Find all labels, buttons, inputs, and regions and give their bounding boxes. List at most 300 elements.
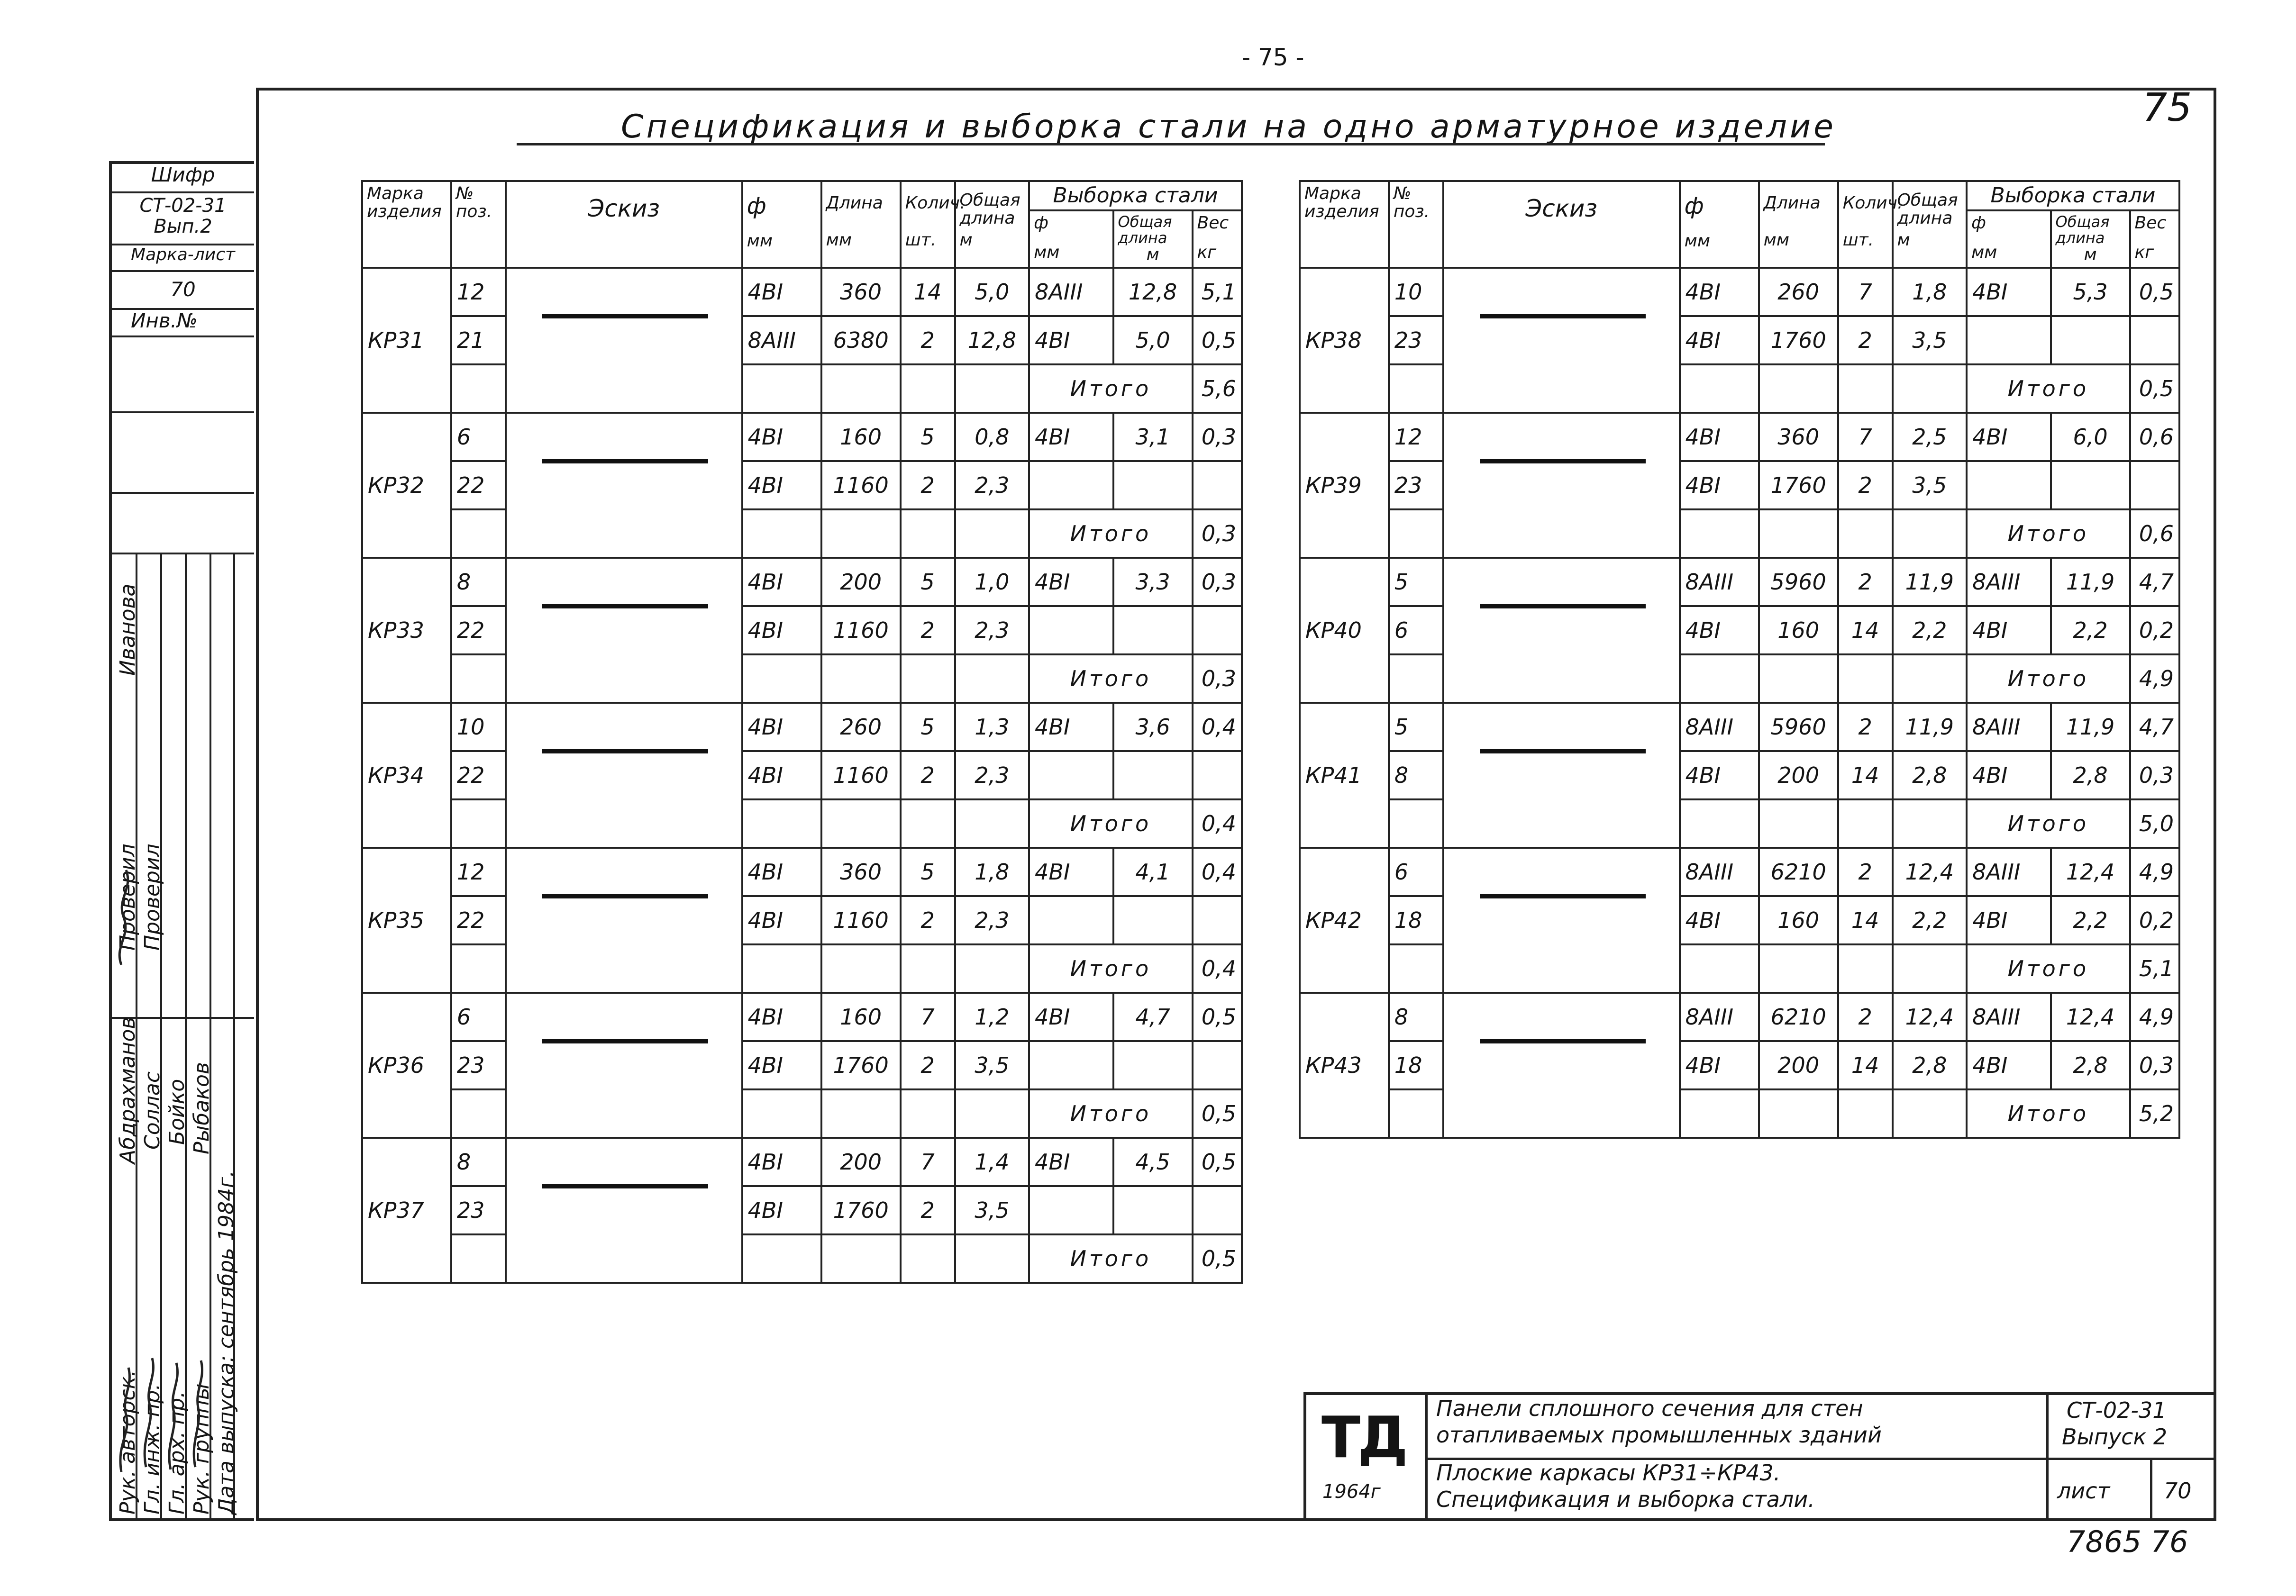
hdr-sel-diam-text: ф: [1034, 213, 1048, 233]
diam-cell: 4ВI: [742, 413, 821, 461]
qty-cell: 7: [1838, 413, 1893, 461]
date-line: Дата выпуска: сентябрь 1984г.: [214, 1170, 238, 1514]
qty-cell: 5: [901, 848, 955, 896]
hdr-pos: № поз.: [1389, 181, 1443, 268]
hdr-sketch: Эскиз: [506, 181, 742, 268]
hdr-length-text: Длина: [826, 193, 883, 213]
diam-cell: 4ВI: [742, 848, 821, 896]
itogo-value: 0,3: [1193, 654, 1242, 703]
total-len-cell: [955, 509, 1030, 558]
length-cell: [821, 944, 901, 993]
length-cell: 1160: [821, 896, 901, 944]
spec-table-left: [361, 180, 1243, 1284]
stamp-line-2: отапливаемых промышленных зданий: [1436, 1422, 1882, 1448]
qty-cell: 2: [901, 1041, 955, 1089]
sel-weight-cell: 4,9: [2130, 848, 2179, 896]
mark-cell: КР43: [1300, 993, 1389, 1138]
total-len-cell: [1893, 509, 1967, 558]
diam-cell: 8AIII: [1680, 848, 1759, 896]
total-len-cell: 1,8: [1893, 268, 1967, 316]
table-row: [362, 1138, 1242, 1186]
sel-len-cell: 2,8: [2051, 751, 2130, 799]
length-cell: 360: [821, 848, 901, 896]
qty-cell: 14: [1838, 896, 1893, 944]
length-cell: [1759, 944, 1838, 993]
pos-cell: 8: [1389, 751, 1443, 799]
length-cell: [1759, 509, 1838, 558]
table-row: [1300, 268, 2179, 316]
itogo-label: Итого: [1967, 799, 2130, 848]
total-len-cell: 2,8: [1893, 751, 1967, 799]
length-cell: 200: [1759, 751, 1838, 799]
sel-weight-cell: [1193, 606, 1242, 654]
table-row: [362, 751, 1242, 799]
length-cell: 6210: [1759, 848, 1838, 896]
total-len-cell: [955, 364, 1030, 413]
sel-len-cell: 2,2: [2051, 606, 2130, 654]
pos-cell: 21: [451, 316, 506, 364]
hdr-sel-len-unit: м: [1146, 245, 1159, 265]
sig-role-4: Рук. группы: [190, 1383, 214, 1514]
total-len-cell: 1,2: [955, 993, 1030, 1041]
hdr-selection: Выборка стали: [1029, 181, 1242, 210]
pos-cell: [451, 1089, 506, 1138]
sel-weight-cell: [1193, 751, 1242, 799]
hdr-qty-text: Колич.: [905, 193, 966, 213]
table-row: [1300, 413, 2179, 461]
total-row: [1300, 654, 2179, 703]
total-len-cell: [955, 1234, 1030, 1283]
length-cell: [821, 1089, 901, 1138]
length-cell: 1160: [821, 606, 901, 654]
diam-cell: [742, 1089, 821, 1138]
itogo-label: Итого: [1967, 1089, 2130, 1138]
hdr-sel-weight: [2130, 210, 2179, 268]
length-cell: 160: [1759, 896, 1838, 944]
table-row: [1300, 606, 2179, 654]
sel-len-cell: 6,0: [2051, 413, 2130, 461]
qty-cell: [1838, 509, 1893, 558]
corner-sheet-number: 75: [2142, 85, 2192, 130]
mark-cell: КР32: [362, 413, 451, 558]
total-len-cell: [1893, 799, 1967, 848]
itogo-label: Итого: [1029, 944, 1192, 993]
hdr-mark: Марка изделия: [362, 181, 451, 268]
hdr-diam-unit: мм: [747, 231, 773, 251]
pos-cell: 22: [451, 896, 506, 944]
mark-cell: КР39: [1300, 413, 1389, 558]
qty-cell: 2: [901, 896, 955, 944]
blank-cell: [112, 413, 254, 494]
sel-weight-cell: [2130, 461, 2179, 509]
total-len-cell: 0,8: [955, 413, 1030, 461]
pos-cell: 8: [451, 558, 506, 606]
sketch-cell: [1443, 558, 1680, 703]
inv-label: Инв.№: [112, 310, 254, 337]
pos-cell: [1389, 364, 1443, 413]
qty-cell: 2: [1838, 848, 1893, 896]
table-row: [362, 896, 1242, 944]
rebar-sketch-icon: [1480, 459, 1646, 463]
sel-weight-cell: 0,2: [2130, 896, 2179, 944]
sel-weight-cell: 4,7: [2130, 558, 2179, 606]
rebar-sketch-icon: [542, 459, 708, 463]
hdr-sel-len-unit: м: [2084, 245, 2097, 265]
pos-cell: 23: [1389, 316, 1443, 364]
length-cell: 1160: [821, 461, 901, 509]
length-cell: 1760: [1759, 461, 1838, 509]
sel-weight-cell: 0,5: [2130, 268, 2179, 316]
diam-cell: 4ВI: [1680, 606, 1759, 654]
qty-cell: [1838, 944, 1893, 993]
sel-diam-cell: [1029, 751, 1113, 799]
hdr-qty-text: Колич.: [1842, 193, 1903, 213]
sel-len-cell: 12,4: [2051, 993, 2130, 1041]
qty-cell: [901, 944, 955, 993]
shifr-label: Шифр: [112, 164, 254, 193]
sel-weight-cell: 0,6: [2130, 413, 2179, 461]
rebar-sketch-icon: [542, 604, 708, 608]
sig-role-3: Гл. арх. пр.: [165, 1391, 189, 1514]
sketch-cell: [506, 413, 742, 558]
qty-cell: 2: [1838, 703, 1893, 751]
qty-cell: 14: [1838, 606, 1893, 654]
sketch-cell: [1443, 268, 1680, 413]
hdr-diam: [1680, 181, 1759, 268]
sel-len-cell: 3,3: [1113, 558, 1193, 606]
mark-cell: КР36: [362, 993, 451, 1138]
length-cell: 160: [821, 993, 901, 1041]
hdr-qty: [1838, 181, 1903, 268]
diam-cell: [742, 654, 821, 703]
mark-cell: КР37: [362, 1138, 451, 1283]
hdr-sel-diam-text: ф: [1971, 213, 1986, 233]
qty-cell: 2: [1838, 558, 1893, 606]
stamp-sheet-label: лист: [2057, 1478, 2110, 1504]
total-len-cell: [1893, 1089, 1967, 1138]
sel-weight-cell: [1193, 1186, 1242, 1234]
pos-cell: 22: [451, 461, 506, 509]
diam-cell: 4ВI: [742, 993, 821, 1041]
total-row: [362, 509, 1242, 558]
sel-diam-cell: 4ВI: [1029, 1138, 1113, 1186]
mark-cell: КР38: [1300, 268, 1389, 413]
sel-diam-cell: 4ВI: [1029, 993, 1113, 1041]
sketch-cell: [506, 558, 742, 703]
table-row: [1300, 993, 2179, 1041]
qty-cell: 2: [901, 606, 955, 654]
sel-weight-cell: 4,9: [2130, 993, 2179, 1041]
sketch-cell: [1443, 993, 1680, 1138]
total-len-cell: [1893, 364, 1967, 413]
hdr-sel-weight-unit: кг: [1197, 242, 1217, 262]
hdr-length: [1759, 181, 1838, 268]
itogo-label: Итого: [1967, 364, 2130, 413]
pos-cell: 18: [1389, 1041, 1443, 1089]
itogo-value: 5,2: [2130, 1089, 2179, 1138]
hdr-sel-diam-unit: мм: [1034, 242, 1060, 262]
sel-len-cell: 4,7: [1113, 993, 1193, 1041]
hdr-sel-len: [1113, 210, 1193, 268]
sig-name-1: Абдрахманов: [116, 1016, 140, 1164]
qty-cell: 5: [901, 413, 955, 461]
table-row: [1300, 848, 2179, 896]
hdr-sel-len-text: Общая длина: [1118, 213, 1172, 247]
sel-len-cell: [1113, 896, 1193, 944]
diam-cell: 4ВI: [742, 751, 821, 799]
sel-len-cell: [1113, 461, 1193, 509]
table-row: [362, 993, 1242, 1041]
stamp-line-1: Панели сплошного сечения для стен: [1436, 1396, 1863, 1421]
sel-len-cell: [2051, 461, 2130, 509]
qty-cell: [1838, 654, 1893, 703]
table-row: [1300, 558, 2179, 606]
page-number: - 75 -: [1242, 44, 1304, 71]
mark-cell: КР40: [1300, 558, 1389, 703]
sel-len-cell: 2,8: [2051, 1041, 2130, 1089]
left-title-strip: [109, 161, 254, 1521]
qty-cell: 2: [901, 316, 955, 364]
stamp-issue: Выпуск 2: [2062, 1424, 2168, 1450]
hdr-total-len: [1893, 181, 1967, 268]
total-row: [362, 944, 1242, 993]
diam-cell: [742, 944, 821, 993]
total-len-cell: [955, 799, 1030, 848]
sel-len-cell: [1113, 606, 1193, 654]
pos-cell: 12: [451, 848, 506, 896]
table-row: [362, 1041, 1242, 1089]
pos-cell: 18: [1389, 896, 1443, 944]
pos-cell: [451, 654, 506, 703]
itogo-value: 5,1: [2130, 944, 2179, 993]
itogo-value: 5,0: [2130, 799, 2179, 848]
sel-weight-cell: 5,1: [1193, 268, 1242, 316]
sel-diam-cell: 8AIII: [1967, 848, 2050, 896]
pos-cell: 10: [1389, 268, 1443, 316]
qty-cell: 14: [1838, 1041, 1893, 1089]
qty-cell: [1838, 799, 1893, 848]
length-cell: [1759, 799, 1838, 848]
hdr-total-len-unit: м: [959, 230, 973, 250]
diam-cell: 8AIII: [1680, 558, 1759, 606]
length-cell: 360: [1759, 413, 1838, 461]
qty-cell: 2: [901, 751, 955, 799]
itogo-label: Итого: [1967, 654, 2130, 703]
sel-len-cell: [1113, 1186, 1193, 1234]
rebar-sketch-icon: [542, 894, 708, 898]
hdr-mark: Марка изделия: [1300, 181, 1389, 268]
marka-list-value: 70: [112, 272, 254, 310]
sel-diam-cell: [1029, 1186, 1113, 1234]
itogo-value: 0,5: [1193, 1234, 1242, 1283]
total-len-cell: 2,5: [1893, 413, 1967, 461]
sketch-cell: [506, 848, 742, 993]
checked-1: Проверил: [116, 843, 140, 951]
length-cell: [821, 654, 901, 703]
qty-cell: 2: [901, 1186, 955, 1234]
sel-diam-cell: 4ВI: [1967, 751, 2050, 799]
diam-cell: 4ВI: [742, 896, 821, 944]
rebar-sketch-icon: [1480, 1039, 1646, 1043]
length-cell: [821, 799, 901, 848]
hdr-length-unit: мм: [1763, 230, 1789, 250]
table-row: [362, 461, 1242, 509]
rebar-sketch-icon: [542, 1039, 708, 1043]
rebar-sketch-icon: [1480, 604, 1646, 608]
sig-role-1: Рук. авторск.: [116, 1369, 140, 1514]
diam-cell: [742, 364, 821, 413]
sel-len-cell: 12,4: [2051, 848, 2130, 896]
checked-2: Проверил: [140, 843, 164, 951]
diam-cell: [742, 509, 821, 558]
sel-weight-cell: 0,5: [1193, 316, 1242, 364]
hdr-qty-unit: шт.: [1842, 230, 1874, 250]
hdr-diam: [742, 181, 821, 268]
mark-cell: КР41: [1300, 703, 1389, 848]
diam-cell: 4ВI: [1680, 751, 1759, 799]
hdr-length-unit: мм: [826, 230, 852, 250]
total-row: [362, 654, 1242, 703]
length-cell: 5960: [1759, 558, 1838, 606]
table-row: [1300, 1041, 2179, 1089]
hdr-sketch: Эскиз: [1443, 181, 1680, 268]
sketch-cell: [506, 268, 742, 413]
length-cell: [1759, 1089, 1838, 1138]
table-row: [362, 606, 1242, 654]
diam-cell: 4ВI: [1680, 268, 1759, 316]
diam-cell: [1680, 799, 1759, 848]
sel-diam-cell: 4ВI: [1967, 268, 2050, 316]
rebar-sketch-icon: [1480, 749, 1646, 753]
total-len-cell: 1,8: [955, 848, 1030, 896]
diam-cell: [1680, 944, 1759, 993]
pos-cell: 22: [451, 606, 506, 654]
length-cell: 6380: [821, 316, 901, 364]
table-row: [1300, 703, 2179, 751]
sel-diam-cell: [1967, 461, 2050, 509]
itogo-label: Итого: [1029, 799, 1192, 848]
table-row: [362, 268, 1242, 316]
handwritten-signature-icon: [112, 865, 140, 970]
hdr-qty: [901, 181, 966, 268]
pos-cell: [451, 509, 506, 558]
pos-cell: [1389, 1089, 1443, 1138]
sel-diam-cell: 4ВI: [1967, 606, 2050, 654]
sel-weight-cell: 0,3: [1193, 558, 1242, 606]
diam-cell: [1680, 364, 1759, 413]
length-cell: 200: [821, 558, 901, 606]
mark-cell: КР31: [362, 268, 451, 413]
marka-list-label: Марка-лист: [112, 245, 254, 272]
pos-cell: 8: [451, 1138, 506, 1186]
length-cell: 260: [821, 703, 901, 751]
total-len-cell: 5,0: [955, 268, 1030, 316]
sel-diam-cell: 4ВI: [1967, 1041, 2050, 1089]
diam-cell: 4ВI: [742, 606, 821, 654]
total-len-cell: 2,2: [1893, 606, 1967, 654]
qty-cell: [901, 509, 955, 558]
sel-diam-cell: 4ВI: [1029, 558, 1113, 606]
sketch-cell: [506, 1138, 742, 1283]
length-cell: 1760: [1759, 316, 1838, 364]
qty-cell: 14: [1838, 751, 1893, 799]
pos-cell: [1389, 654, 1443, 703]
rebar-sketch-icon: [1480, 894, 1646, 898]
total-len-cell: [955, 1089, 1030, 1138]
diam-cell: 4ВI: [742, 1138, 821, 1186]
diam-cell: 4ВI: [742, 1041, 821, 1089]
hdr-pos: № поз.: [451, 181, 506, 268]
table-row: [362, 558, 1242, 606]
diam-cell: 4ВI: [1680, 316, 1759, 364]
rebar-sketch-icon: [542, 1184, 708, 1188]
hdr-selection: Выборка стали: [1967, 181, 2179, 210]
hdr-length-text: Длина: [1763, 193, 1821, 213]
pos-cell: [451, 944, 506, 993]
hdr-diam-unit: мм: [1684, 231, 1710, 251]
qty-cell: [901, 1089, 955, 1138]
sel-diam-cell: 8AIII: [1029, 268, 1113, 316]
pos-cell: 22: [451, 751, 506, 799]
name-ivanova: Иванова: [116, 583, 140, 676]
total-row: [1300, 944, 2179, 993]
table-row: [362, 316, 1242, 364]
length-cell: 260: [1759, 268, 1838, 316]
hdr-sel-diam: [1967, 210, 2050, 268]
itogo-label: Итого: [1029, 364, 1192, 413]
qty-cell: 2: [901, 461, 955, 509]
length-cell: 200: [1759, 1041, 1838, 1089]
itogo-label: Итого: [1967, 944, 2130, 993]
pos-cell: [1389, 944, 1443, 993]
sketch-cell: [1443, 848, 1680, 993]
diam-cell: [1680, 1089, 1759, 1138]
sel-len-cell: 5,0: [1113, 316, 1193, 364]
total-len-cell: 12,4: [1893, 993, 1967, 1041]
sel-len-cell: 2,2: [2051, 896, 2130, 944]
mark-cell: КР35: [362, 848, 451, 993]
length-cell: [1759, 364, 1838, 413]
sig-name-4: Рыбаков: [190, 1062, 214, 1154]
length-cell: 360: [821, 268, 901, 316]
sketch-cell: [1443, 703, 1680, 848]
itogo-label: Итого: [1029, 1234, 1192, 1283]
diam-cell: [742, 1234, 821, 1283]
total-len-cell: 3,5: [955, 1041, 1030, 1089]
total-len-cell: 1,0: [955, 558, 1030, 606]
stamp-line-4: Спецификация и выборка стали.: [1436, 1487, 1815, 1512]
diam-cell: 4ВI: [742, 703, 821, 751]
length-cell: 1160: [821, 751, 901, 799]
sel-len-cell: 3,1: [1113, 413, 1193, 461]
itogo-label: Итого: [1029, 654, 1192, 703]
sel-weight-cell: [2130, 316, 2179, 364]
itogo-value: 0,6: [2130, 509, 2179, 558]
table-row: [1300, 461, 2179, 509]
hdr-length: [821, 181, 901, 268]
hdr-qty-unit: шт.: [905, 230, 937, 250]
diam-cell: 4ВI: [1680, 413, 1759, 461]
qty-cell: [901, 1234, 955, 1283]
qty-cell: 7: [901, 1138, 955, 1186]
table-row: [1300, 316, 2179, 364]
inv-value-cell: [112, 337, 254, 413]
pos-cell: [451, 364, 506, 413]
sel-weight-cell: 0,4: [1193, 848, 1242, 896]
sig-role-2: Гл. инж. пр.: [140, 1383, 164, 1514]
qty-cell: 2: [1838, 461, 1893, 509]
length-cell: 160: [1759, 606, 1838, 654]
